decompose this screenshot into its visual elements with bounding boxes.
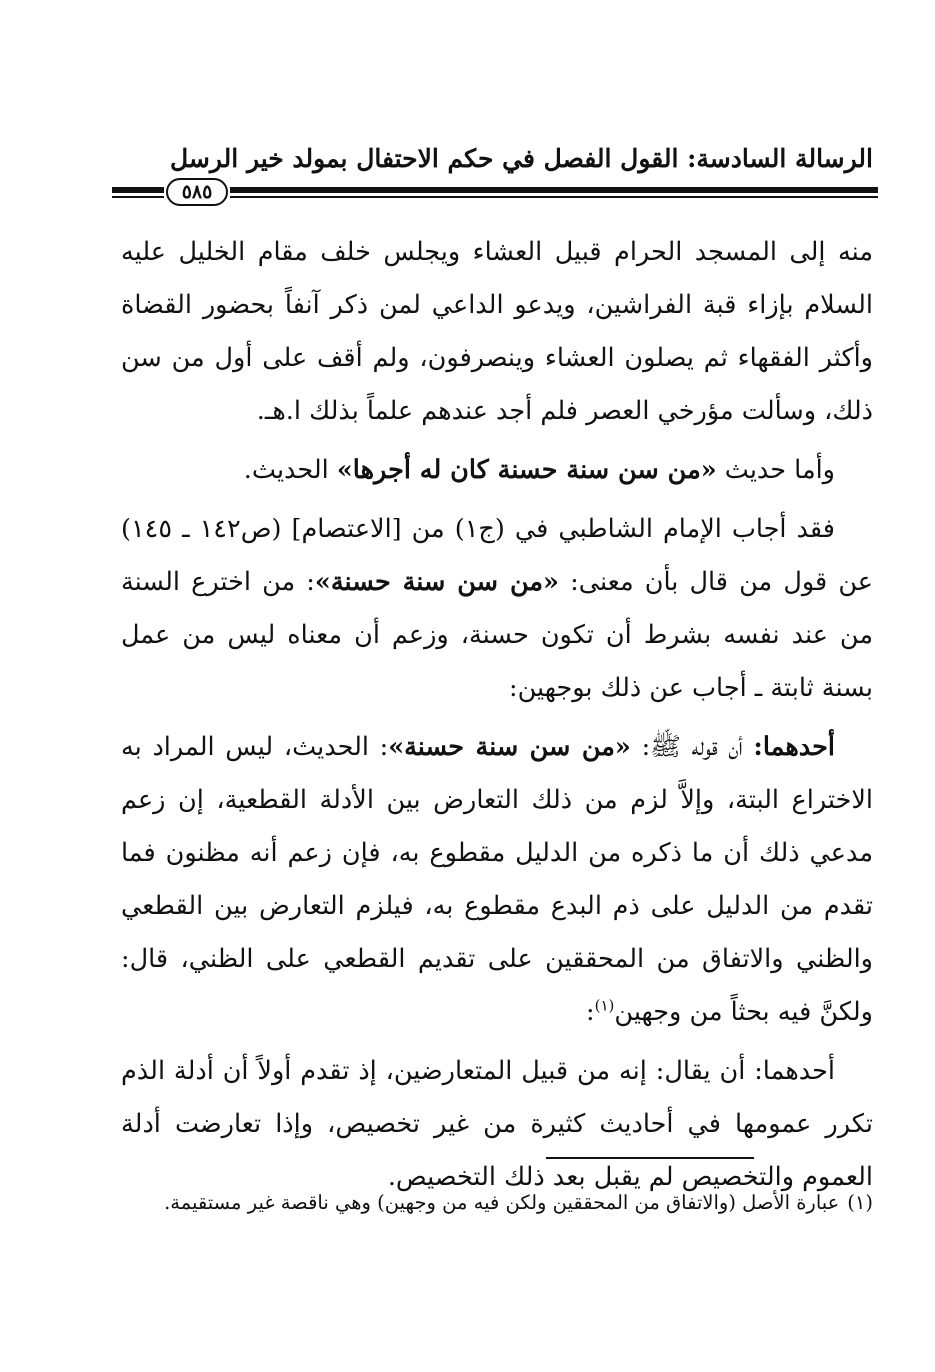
paragraph-2 <box>121 444 873 497</box>
p4-a: أن قوله ﷺ: <box>641 732 743 762</box>
p4-hadith: «من سن سنة حسنة» <box>388 732 631 762</box>
p4-end: : <box>586 997 595 1027</box>
p2-end: الحديث. <box>243 455 329 485</box>
paragraph-4 <box>121 721 873 1039</box>
footnote <box>121 1186 873 1220</box>
header-rule-right-thin <box>230 196 878 198</box>
footnote-mark: (١) <box>847 1191 873 1214</box>
p3-b: : من اخترع السنة من عند نفسه بشرط أن تكون حسنة، وزعم أن معناه ليس من عمل بسنة ثابتة ـ أجاب عن ذلك بوجهين: <box>121 567 873 703</box>
p2-intro: وأما حديث <box>724 455 835 485</box>
p2-hadith: «من سن سنة حسنة كان له أجرها» <box>336 455 717 485</box>
header-rule-left-thin <box>112 196 164 198</box>
footnote-text: عبارة الأصل (والاتفاق من المحققين ولكن فيه من وجهين) وهي ناقصة غير مستقيمة. <box>164 1191 840 1214</box>
p3-hadith: «من سن سنة حسنة» <box>314 567 559 597</box>
page-number-badge: ٥٨٥ <box>166 178 228 206</box>
footnote-separator <box>546 1157 754 1159</box>
header-rule-left-thick <box>112 187 164 193</box>
header-rule-right-thick <box>230 187 878 193</box>
main-text <box>121 226 873 1204</box>
running-head-title: الرسالة السادسة: القول الفصل في حكم الاحتفال بمولد خير الرسل <box>170 144 873 173</box>
p4-lead: أحدهما: <box>753 732 836 762</box>
p5-text: أحدهما: أن يقال: إنه من قبيل المتعارضين، إذ تقدم أولاً أن أدلة الذم تكرر عمومها في أحاديث كثيرة من غير تخصيص، وإذا تعارضت أدلة العموم والتخصيص لم يقبل بعد ذلك التخصيص. <box>121 1056 873 1192</box>
p3-a: فقد أجاب الإمام الشاطبي في (ج١) من [الاعتصام] (ص١٤٢ ـ ١٤٥) عن قول من قال بأن معنى: <box>121 514 874 597</box>
p4-b: : الحديث، ليس المراد به الاختراع البتة، وإلاَّ لزم من ذلك التعارض بين الأدلة القطعية، إن زعم مدعي ذلك أن ما ذكره من الدليل مقطوع به، فإن زعم أنه مظنون فما تقدم من الدليل على ذم البدع مقطوع به، فيلزم التعارض بين القطعي والظني والاتفاق من المحققين على تقديم القطعي على الظني، قال: ولكنَّ فيه بحثاً من وجهين <box>121 732 873 1027</box>
paragraph-5 <box>121 1045 873 1204</box>
header-rule <box>112 178 878 210</box>
paragraph-3 <box>121 503 873 715</box>
footnote-reference: (١) <box>594 996 615 1015</box>
paragraph-1: منه إلى المسجد الحرام قبيل العشاء ويجلس خلف مقام الخليل عليه السلام بإزاء قبة الفراشين، ويدعو الداعي لمن ذكر آنفاً بحضور القضاة وأكثر الفقهاء ثم يصلون العشاء وينصرفون، ولم أقف على أول من سن ذلك، وسألت مؤرخي العصر فلم أجد عندهم علماً بذلك ا.هـ. <box>121 237 873 426</box>
